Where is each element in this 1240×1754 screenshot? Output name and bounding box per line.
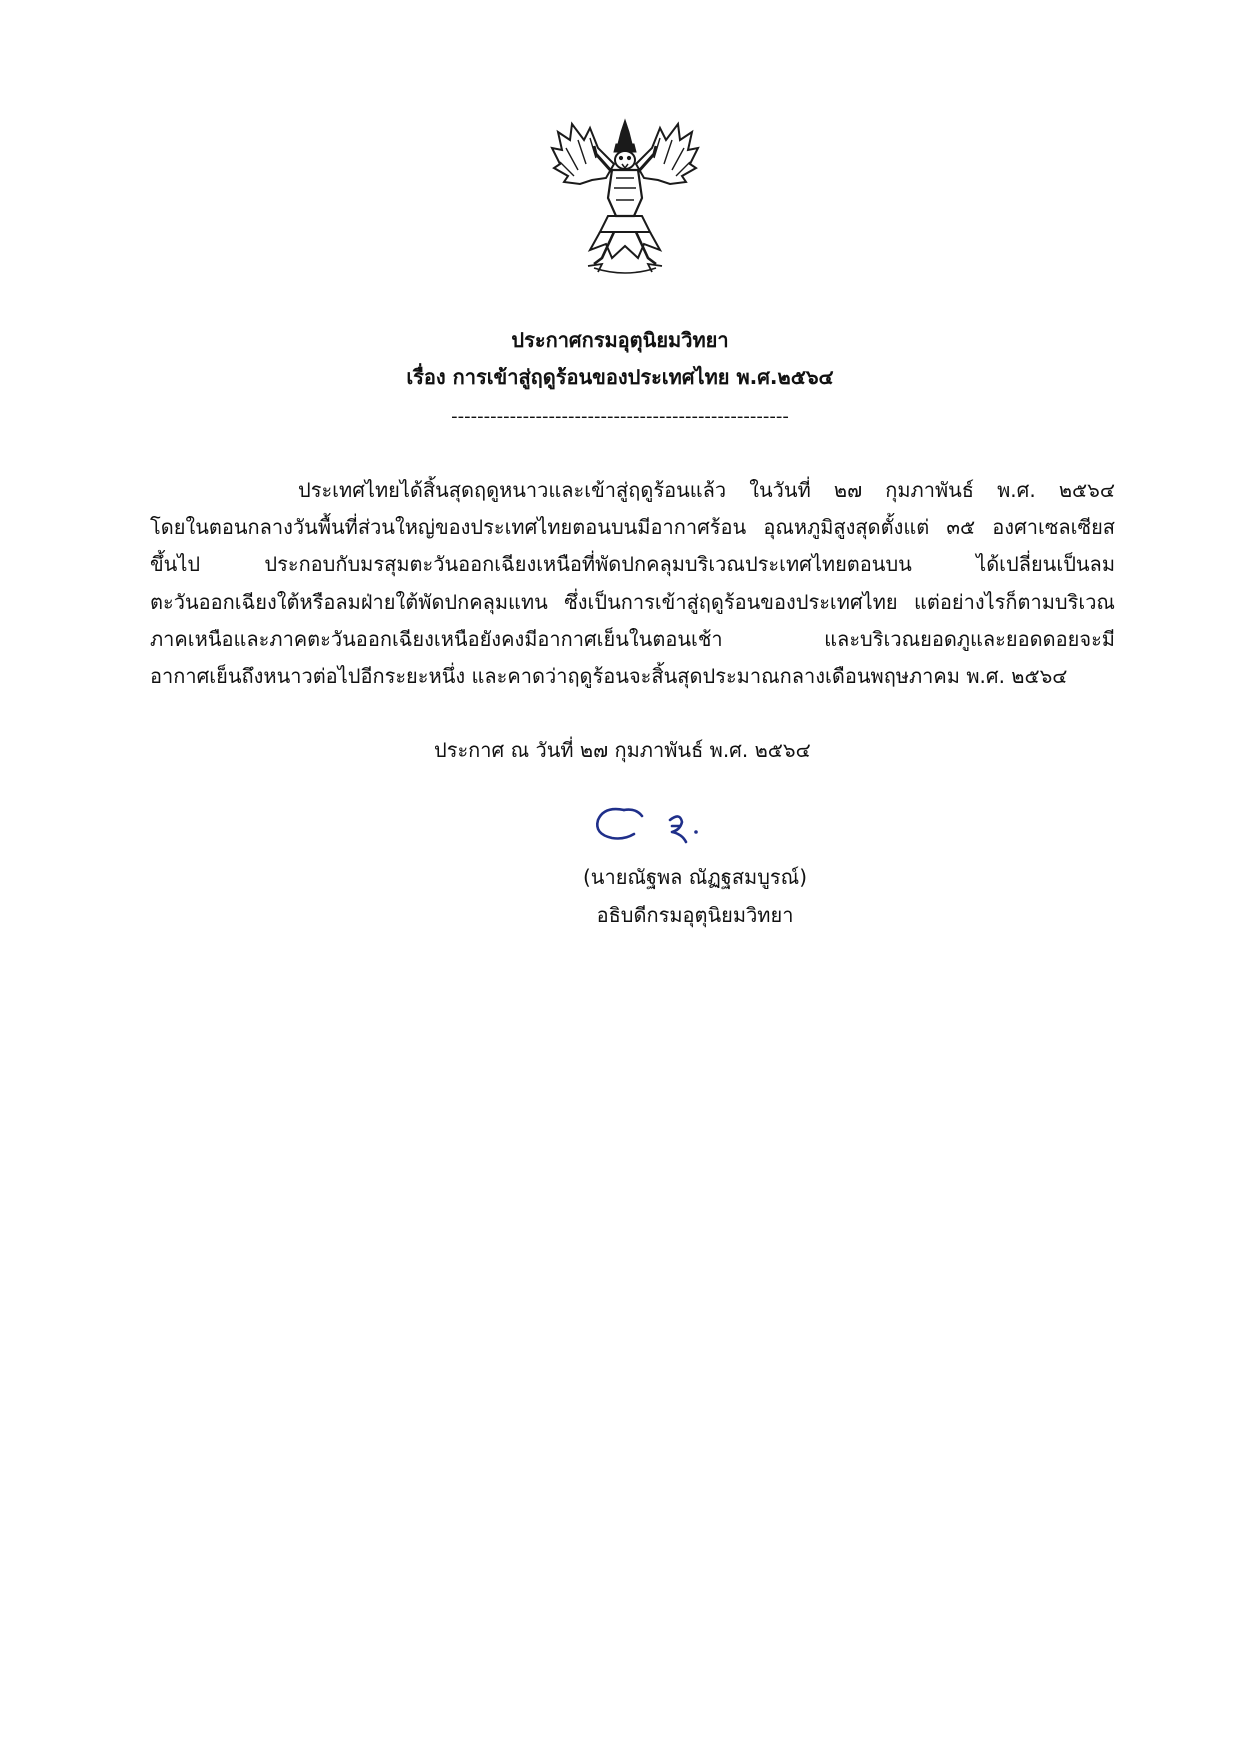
body-line: ขึ้นไป ประกอบกับมรสุมตะวันออกเฉียงเหนือที่พัดปกคลุมบริเวณประเทศไทยตอนบน ได้เปลี่ยนเป็นลม bbox=[150, 552, 1115, 577]
signer-name: (นายณัฐพล ณัฏฐสมบูรณ์) bbox=[582, 865, 807, 889]
document-subject: เรื่อง การเข้าสู่ฤดูร้อนของประเทศไทย พ.ศ.๒๕๖๔ bbox=[406, 365, 834, 389]
title-divider: ---------------------------------------------------- bbox=[451, 406, 789, 427]
body-line: โดยในตอนกลางวันพื้นที่ส่วนใหญ่ของประเทศไทยตอนบนมีอากาศร้อน อุณหภูมิสูงสุดตั้งแต่ ๓๕ องศาเซลเซียส bbox=[150, 515, 1115, 540]
announcement-body bbox=[150, 472, 1115, 695]
document-title: ประกาศกรมอุตุนิยมวิทยา bbox=[511, 328, 729, 352]
body-line: ประเทศไทยได้สิ้นสุดฤดูหนาวและเข้าสู่ฤดูร้อนแล้ว ในวันที่ ๒๗ กุมภาพันธ์ พ.ศ. ๒๕๖๔ bbox=[298, 478, 1115, 502]
signer-title: อธิบดีกรมอุตุนิยมวิทยา bbox=[596, 903, 794, 927]
garuda-emblem-icon bbox=[550, 118, 700, 278]
body-line: ภาคเหนือและภาคตะวันออกเฉียงเหนือยังคงมีอากาศเย็นในตอนเช้า และบริเวณยอดภูและยอดดอยจะมี bbox=[150, 626, 1115, 651]
announcement-date: ประกาศ ณ วันที่ ๒๗ กุมภาพันธ์ พ.ศ. ๒๕๖๔ bbox=[434, 738, 811, 762]
handwritten-signature bbox=[590, 790, 720, 850]
body-line: ตะวันออกเฉียงใต้หรือลมฝ่ายใต้พัดปกคลุมแทน ซึ่งเป็นการเข้าสู่ฤดูร้อนของประเทศไทย แต่อย่างไรก็ตามบริเวณ bbox=[150, 589, 1115, 614]
body-line: อากาศเย็นถึงหนาวต่อไปอีกระยะหนึ่ง และคาดว่าฤดูร้อนจะสิ้นสุดประมาณกลางเดือนพฤษภาคม พ.ศ. ๒๕๖๔ bbox=[150, 664, 1068, 689]
